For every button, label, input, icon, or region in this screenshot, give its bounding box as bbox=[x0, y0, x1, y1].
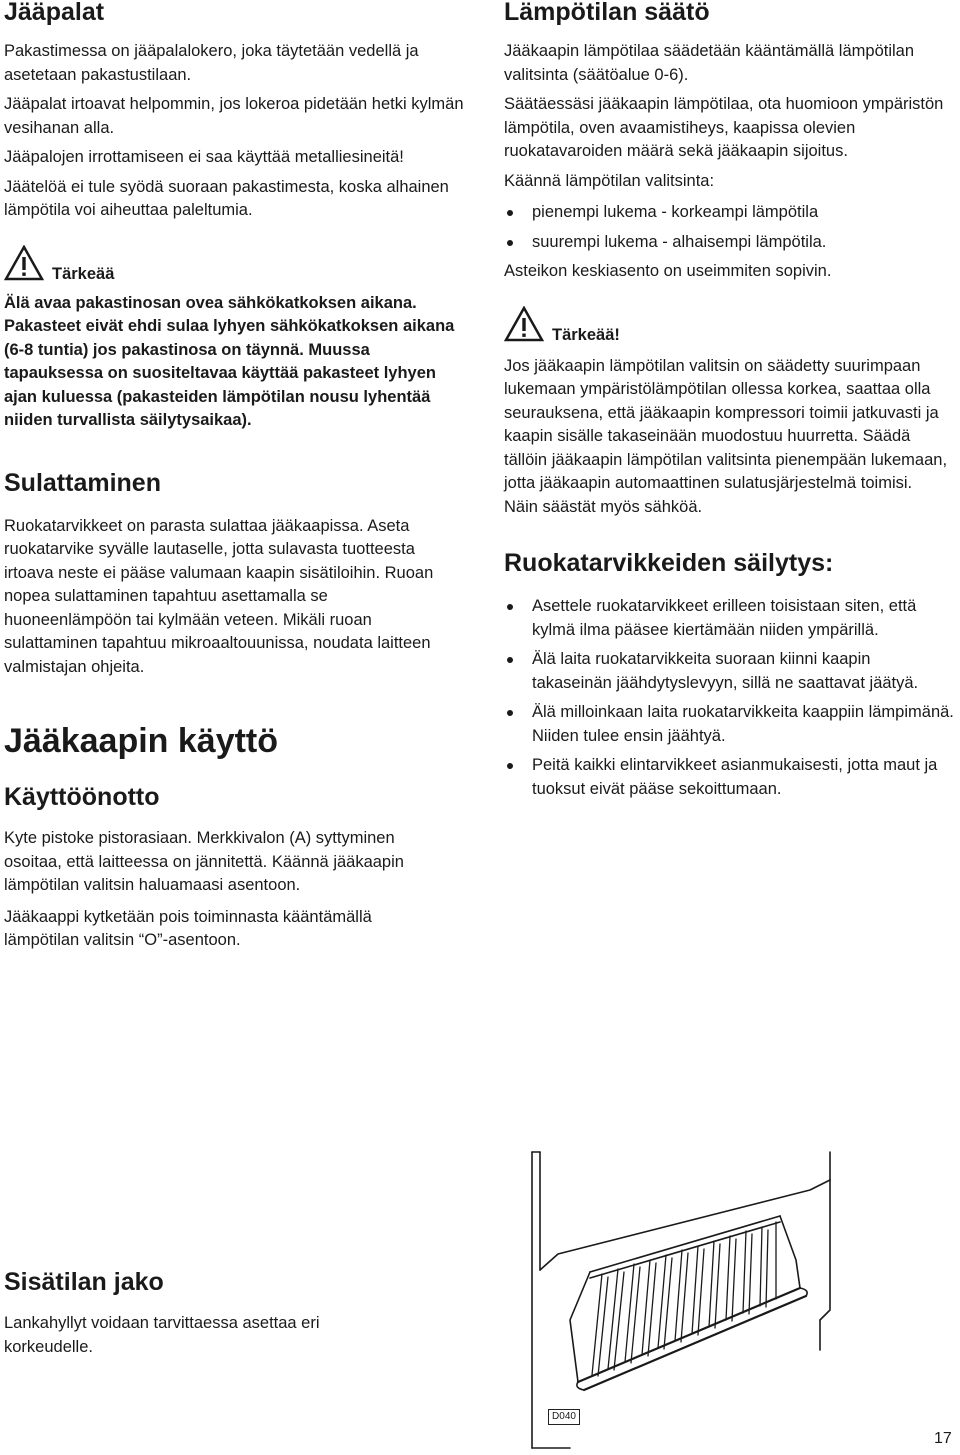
paragraph: Jääkaappi kytketään pois toiminnasta kääntämällä lämpötilan valitsin “O”-asentoon. bbox=[4, 907, 372, 949]
sisatilan-jako-section bbox=[4, 1268, 474, 1359]
paragraph: Pakastimessa on jääpalalokero, joka täytetään vedellä ja asetetaan pakastustilaan. bbox=[4, 42, 419, 84]
wire-shelf-illustration bbox=[530, 1150, 860, 1450]
figure-label: D040 bbox=[548, 1409, 580, 1425]
list-item: suurempi lukema - alhaisempi lämpötila. bbox=[504, 231, 954, 255]
warning-header bbox=[4, 245, 474, 286]
paragraph: Asteikon keskiasento on useimmiten sopivin. bbox=[504, 262, 832, 280]
heading-lampotilan-saato: Lämpötilan säätö bbox=[504, 0, 710, 26]
sisatilan-jako-text: Lankahyllyt voidaan tarvittaessa asettaa eri korkeudelle. bbox=[4, 1314, 320, 1356]
warning-label: Tärkeää bbox=[52, 264, 115, 283]
paragraph: Jääpalojen irrottamiseen ei saa käyttää metalliesineitä! bbox=[4, 148, 404, 166]
paragraph: Kyte pistoke pistorasiaan. Merkkivalon (A) syttyminen osoitaa, että laitteessa on jännitettä. Käännä jääkaapin lämpötilan valitsin haluamaasi asentoon. bbox=[4, 829, 404, 894]
heading-sailytys: Ruokatarvikkeiden säilytys: bbox=[504, 549, 834, 577]
heading-kayttoonotto: Käyttöönotto bbox=[4, 783, 160, 811]
paragraph: Jäätelöä ei tule syödä suoraan pakastimesta, koska alhainen lämpötila voi aiheuttaa paleltumia. bbox=[4, 177, 449, 219]
paragraph: Jääkaapin lämpötilaa säädetään kääntämällä lämpötilan valitsinta (säätöalue 0-6). bbox=[504, 42, 915, 84]
warning-text: Älä avaa pakastinosan ovea sähkökatkoksen aikana. Pakasteet eivät ehdi sulaa lyhyen sähkökatkoksen aikana (6-8 tuntia) jos pakastinosa on täynnä. Muussa tapauksessa on suositeltavaa käyttää pakasteet lyhyen ajan kuluessa (pakasteiden lämpötilan nousu lyhentää niiden turvallista säilytysaikaa). bbox=[4, 293, 455, 429]
storage-bullet-list bbox=[504, 595, 954, 801]
left-column bbox=[4, 0, 474, 953]
jaapalat-body bbox=[4, 40, 474, 223]
right-column bbox=[504, 0, 954, 801]
list-item: Asettele ruokatarvikkeet erilleen toisistaan siten, että kylmä ilma pääsee kiertämään niiden ympärillä. bbox=[504, 595, 954, 642]
warning-triangle-icon bbox=[4, 245, 44, 286]
list-item: pienempi lukema - korkeampi lämpötila bbox=[504, 201, 954, 225]
list-item: Älä laita ruokatarvikkeita suoraan kiinni kaapin takaseinän jäähdytyslevyyn, sillä ne saattavat jäätyä. bbox=[504, 648, 954, 695]
warning-header-right bbox=[504, 306, 954, 347]
list-item: Älä milloinkaan laita ruokatarvikkeita kaappiin lämpimänä. Niiden tulee ensin jäähtyä. bbox=[504, 701, 954, 748]
page-number: 17 bbox=[934, 1430, 952, 1447]
list-item: Peitä kaikki elintarvikkeet asianmukaisesti, jotta maut ja tuoksut eivät pääse sekoittumaan. bbox=[504, 754, 954, 801]
warning-label: Tärkeää! bbox=[552, 325, 620, 344]
heading-sulattaminen: Sulattaminen bbox=[4, 468, 161, 497]
temperature-bullet-list bbox=[504, 201, 954, 254]
paragraph: Käännä lämpötilan valitsinta: bbox=[504, 171, 715, 190]
heading-jaapalat: Jääpalat bbox=[4, 0, 105, 26]
sulattaminen-text: Ruokatarvikkeet on parasta sulattaa jääkaapissa. Aseta ruokatarvike syvälle lautaselle, jotta sulavasta tuotteesta irtoava neste ei pääse valumaan kaapin sisätiloihin. Ruoan nopea sulattaminen tapahtuu asettamalla se huoneenlämpöön tai kylmään veteen. Mikäli ruoan sulattaminen tapahtuu mikroaaltouunissa, noudata laitteen valmistajan ohjeita. bbox=[4, 516, 434, 676]
paragraph: Jääpalat irtoavat helpommin, jos lokeroa pidetään hetki kylmän vesihanan alla. bbox=[4, 95, 464, 137]
heading-sisatilan-jako: Sisätilan jako bbox=[4, 1268, 164, 1296]
heading-jaakaapin-kaytto: Jääkaapin käyttö bbox=[4, 722, 279, 760]
warning-triangle-icon bbox=[504, 306, 544, 347]
warning-text-right: Jos jääkaapin lämpötilan valitsin on säädetty suurimpaan lukemaan ympäristölämpötilan ollessa korkea, saattaa olla seurauksena, että jääkaapin kompressori toimii jatkuvasti ja kaapin sisälle takaseinään muodostuu huurretta. Säädä tällöin jääkaapin lämpötilan valitsinta pienempään lukemaan, jotta jääkaapin automaattinen sulatusjärjestelmä toimisi. Näin säästät myös sähköä. bbox=[504, 356, 948, 516]
paragraph: Säätäessäsi jääkaapin lämpötilaa, ota huomioon ympäristön lämpötila, oven avaamistiheys, kaapissa olevien ruokatavaroiden määrä sekä jääkaapin sijoitus. bbox=[504, 95, 944, 160]
lampotilan-saato-body bbox=[504, 40, 954, 284]
